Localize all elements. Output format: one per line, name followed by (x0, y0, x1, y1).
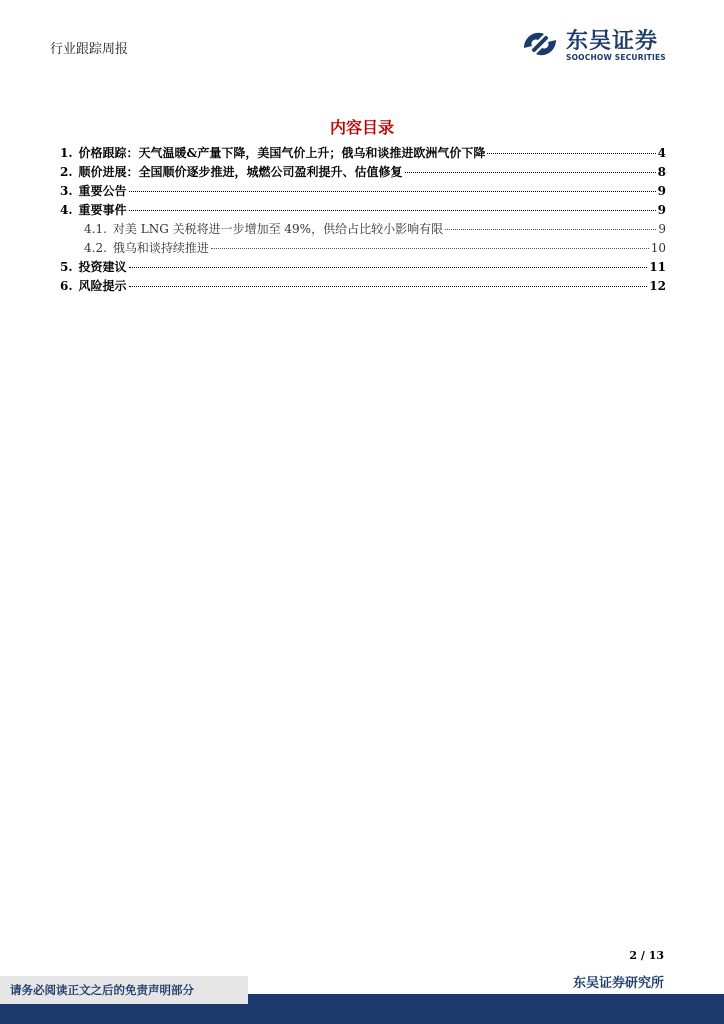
toc-leader-dots (487, 153, 655, 154)
toc-subentry[interactable] (60, 220, 666, 239)
toc-entry[interactable] (60, 201, 666, 220)
report-type-label: 行业跟踪周报 (50, 42, 129, 57)
toc-entry-number: 5. (60, 260, 73, 274)
toc-entry-title: 顺价进展：全国顺价逐步推进，城燃公司盈利提升、估值修复 (78, 165, 403, 179)
toc-entry[interactable] (60, 163, 666, 182)
toc-leader-dots (405, 172, 656, 173)
footer-disclaimer: 请务必阅读正文之后的免责声明部分 (0, 976, 248, 1004)
logo-text-cn: 东吴证券 (566, 28, 659, 54)
toc-leader-dots (211, 248, 649, 249)
toc-leader-dots (129, 267, 648, 268)
toc-entry-title: 俄乌和谈持续推进 (112, 241, 209, 255)
logo-text-en: SOOCHOW SECURITIES (566, 53, 666, 62)
toc-entry-number: 4.1. (84, 222, 107, 236)
toc-entry-title: 价格跟踪：天气温暖&产量下降，美国气价上升；俄乌和谈推进欧洲气价下降 (78, 146, 486, 160)
toc-entry-number: 6. (60, 279, 73, 293)
toc-entry-title: 对美 LNG 关税将进一步增加至 49%，供给占比较小影响有限 (112, 222, 444, 236)
soochow-logo-icon (520, 26, 560, 62)
table-of-contents (60, 144, 666, 296)
toc-entry-page: 12 (649, 279, 666, 293)
toc-leader-dots (445, 229, 656, 230)
toc-entry-title: 重要公告 (78, 184, 127, 198)
toc-entry[interactable] (60, 144, 666, 163)
toc-leader-dots (129, 191, 656, 192)
company-logo (520, 24, 680, 64)
toc-entry[interactable] (60, 182, 666, 201)
toc-subentry[interactable] (60, 239, 666, 258)
toc-entry-title: 重要事件 (78, 203, 127, 217)
toc-entry-page: 4 (657, 146, 666, 160)
toc-entry-page: 10 (650, 241, 666, 255)
toc-entry-number: 3. (60, 184, 73, 198)
toc-entry-page: 8 (657, 165, 666, 179)
toc-leader-dots (129, 210, 656, 211)
toc-entry[interactable] (60, 277, 666, 296)
toc-entry-number: 1. (60, 146, 73, 160)
toc-entry[interactable] (60, 258, 666, 277)
toc-entry-number: 2. (60, 165, 73, 179)
toc-entry-page: 11 (649, 260, 666, 274)
toc-entry-page: 9 (657, 184, 666, 198)
toc-entry-title: 风险提示 (78, 279, 127, 293)
toc-entry-page: 9 (658, 222, 666, 236)
toc-entry-number: 4.2. (84, 241, 107, 255)
toc-entry-number: 4. (60, 203, 73, 217)
page-number: 2 / 13 (629, 949, 664, 962)
footer-institute: 东吴证券研究所 (572, 976, 664, 991)
toc-title: 内容目录 (329, 118, 394, 137)
toc-entry-title: 投资建议 (78, 260, 127, 274)
toc-leader-dots (129, 286, 648, 287)
toc-entry-page: 9 (657, 203, 666, 217)
